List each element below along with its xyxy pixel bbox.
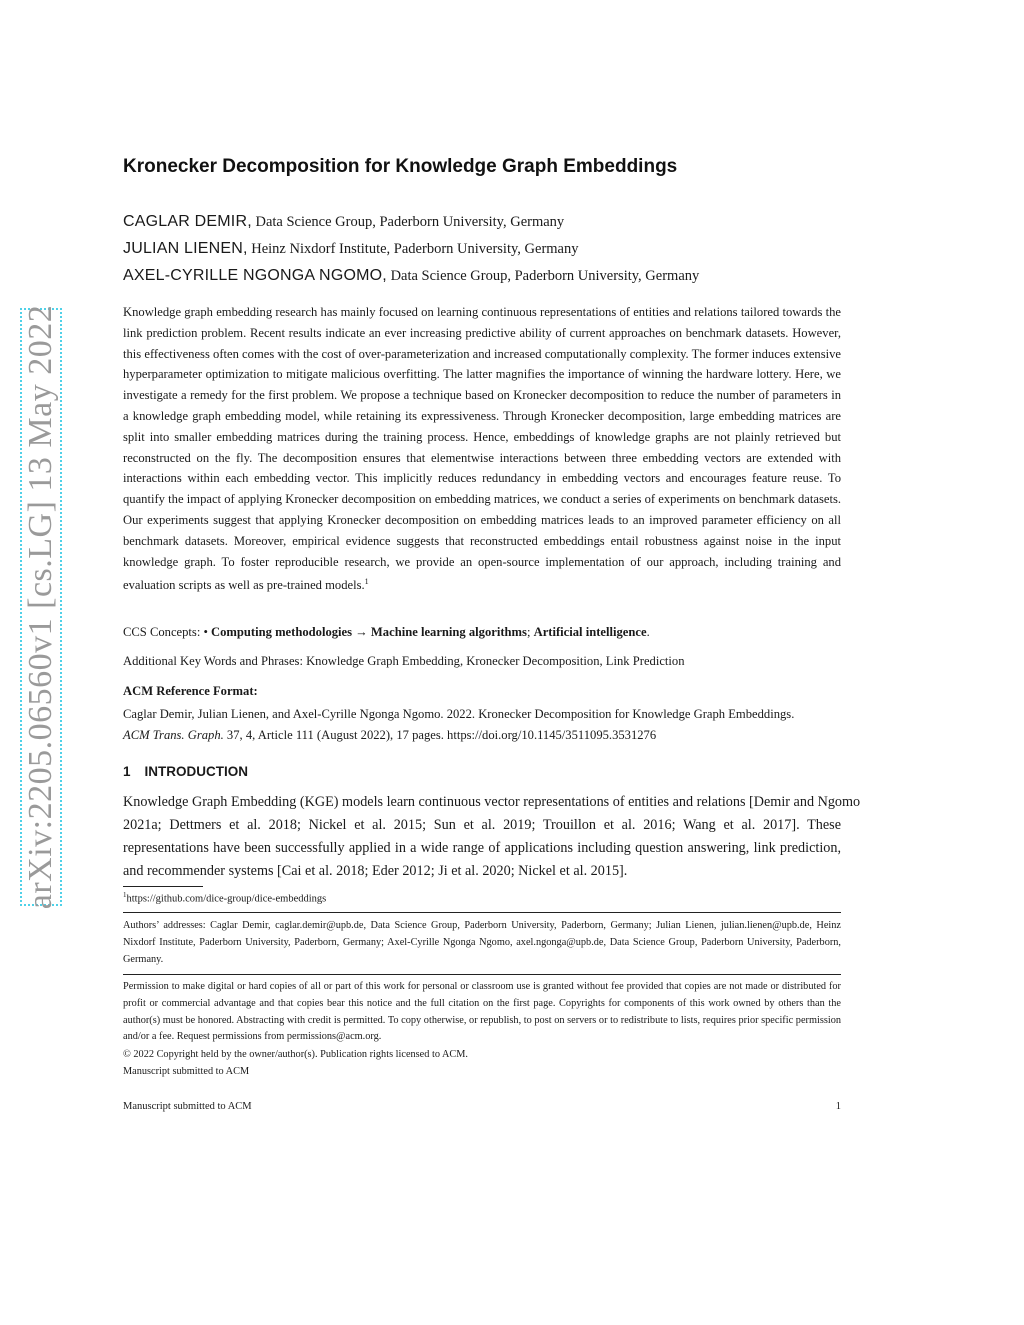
- paper-title: Kronecker Decomposition for Knowledge Graph Embeddings: [123, 156, 678, 177]
- page-number: 1: [835, 1101, 841, 1112]
- author-line: [123, 213, 564, 231]
- acm-reference-journal: ACM Trans. Graph.: [123, 727, 224, 742]
- author-affiliation: Heinz Nixdorf Institute, Paderborn University, Germany: [247, 241, 579, 257]
- authors-addresses: Authors’ addresses: Caglar Demir, caglar.demir@upb.de, Data Science Group, Paderborn University, Paderborn, Germany; Julian Lienen, julian.lienen@upb.de, Heinz Nixdorf Institute, Paderborn University, Paderborn, Germany; Axel-Cyrille Ngonga Ngomo, axel.ngonga@upb.de, Data Science Group, Paderborn University, Paderborn, Germany.: [123, 920, 841, 965]
- section-number: 1: [123, 764, 131, 779]
- author-name: AXEL-CYRILLE NGONGA NGOMO,: [123, 267, 387, 284]
- footnote-link[interactable]: https://github.com/dice-group/dice-embeddings: [126, 893, 327, 905]
- author-line: [123, 240, 579, 258]
- addresses-divider: [123, 912, 841, 913]
- acm-reference-details: 37, 4, Article 111 (August 2022), 17 pages. https://doi.org/10.1145/3511095.3531276: [223, 727, 657, 742]
- author-affiliation: Data Science Group, Paderborn University, Germany: [386, 268, 700, 284]
- intro-text: 2021a; Dettmers et al. 2018; Nickel et al. 2015; Sun et al. 2019; Trouillon et al. 2016; Wang et al. 2017]. These representations have been successfully applied in a wide range of applications including question answering, link prediction, and recommender systems [Cai et al. 2018; Eder 2012; Ji et al. 2020; Nickel et al. 2015].: [123, 817, 841, 879]
- ccs-end: .: [646, 625, 650, 639]
- permission-notice: Permission to make digital or hard copies of all or part of this work for personal or classroom use is granted without fee provided that copies are not made or distributed for profit or commercial advantage and that copies bear this notice and the full citation on the first page. Copyrights for components of this work owned by others than the author(s) must be honored. Abstracting with credit is permitted. To copy otherwise, or republish, to post on servers or to redistribute to lists, requires prior specific permission and/or a fee. Request permissions from permissions@acm.org.: [123, 981, 841, 1043]
- footnote-divider: [123, 886, 203, 887]
- ccs-label: CCS Concepts: •: [123, 625, 212, 639]
- author-name: CAGLAR DEMIR,: [123, 213, 252, 230]
- section-title: INTRODUCTION: [144, 764, 249, 779]
- ccs-concepts: [123, 625, 650, 640]
- ccs-separator: ;: [526, 625, 534, 639]
- permission-divider: [123, 974, 841, 975]
- ccs-concept: Artificial intelligence: [533, 625, 647, 639]
- footnote-marker: 1: [364, 577, 369, 587]
- copyright-notice: © 2022 Copyright held by the owner/author(s). Publication rights licensed to ACM.: [123, 1049, 469, 1060]
- author-affiliation: Data Science Group, Paderborn University, Germany: [251, 214, 565, 230]
- abstract: [123, 302, 841, 596]
- author-line: [123, 267, 699, 285]
- ccs-concept: Machine learning algorithms: [370, 625, 527, 639]
- abstract-text: Knowledge graph embedding research has mainly focused on learning continuous representations of entities and relations tailored towards the link prediction problem. Recent results indicate an ever increasing predictive ability of current approaches on benchmark datasets. However, this effectiveness often comes with the cost of over-parameterization and increased computationally complexity. The former induces extensive hyperparameter optimization to mitigate malicious overfitting. The latter magnifies the importance of winning the hardware lottery. Here, we investigate a remedy for the first problem. We propose a technique based on Kronecker decomposition to reduce the number of parameters in a knowledge graph embedding model, while retaining its expressiveness. Through Kronecker decomposition, large embedding matrices are split into smaller embedding matrices during the training process. Hence, embeddings of knowledge graphs are not plainly retrieved but reconstructed on the fly. The decomposition ensures that elementwise interactions between three embedding vectors are extended with interactions within each embedding vector. This implicitly reduces redundancy in embedding vectors and encourages feature reuse. To quantify the impact of applying Kronecker decomposition on embedding matrices, we conduct a series of experiments on benchmark datasets. Our experiments suggest that applying Kronecker decomposition on embedding matrices leads to an improved parameter efficiency on all benchmark datasets. Moreover, empirical evidence suggests that reconstructed embeddings entail robustness against noise in the input knowledge graph. To foster reproducible research, we provide an open-source implementation of our approach, including training and evaluation scripts as well as pre-trained models.: [123, 305, 841, 593]
- footnote: [123, 891, 326, 905]
- copyright-block: [123, 1047, 468, 1081]
- ccs-arrow: →: [352, 625, 371, 639]
- arxiv-stamp: [20, 304, 62, 910]
- acm-reference-citation: Caglar Demir, Julian Lienen, and Axel-Cyrille Ngonga Ngomo. 2022. Kronecker Decomposition for Knowledge Graph Embeddings.: [123, 707, 795, 721]
- author-name: JULIAN LIENEN,: [123, 240, 248, 257]
- acm-reference-heading: ACM Reference Format:: [123, 684, 258, 698]
- acm-reference: [123, 704, 841, 745]
- intro-first-line: Knowledge Graph Embedding (KGE) models learn continuous vector representations of entities and relations [Demir and Ngomo: [123, 794, 861, 810]
- footnote-mark: 1: [123, 891, 127, 899]
- manuscript-note: Manuscript submitted to ACM: [123, 1065, 250, 1077]
- keywords: Additional Key Words and Phrases: Knowledge Graph Embedding, Kronecker Decomposition, Link Prediction: [123, 654, 685, 668]
- section-heading: [123, 764, 248, 779]
- ccs-concept: Computing methodologies: [211, 625, 353, 639]
- introduction-paragraph: [123, 791, 861, 883]
- arxiv-stamp-text: arXiv:2205.06560v1 [cs.LG] 13 May 2022: [22, 304, 59, 910]
- page-footer-left: Manuscript submitted to ACM: [123, 1101, 252, 1112]
